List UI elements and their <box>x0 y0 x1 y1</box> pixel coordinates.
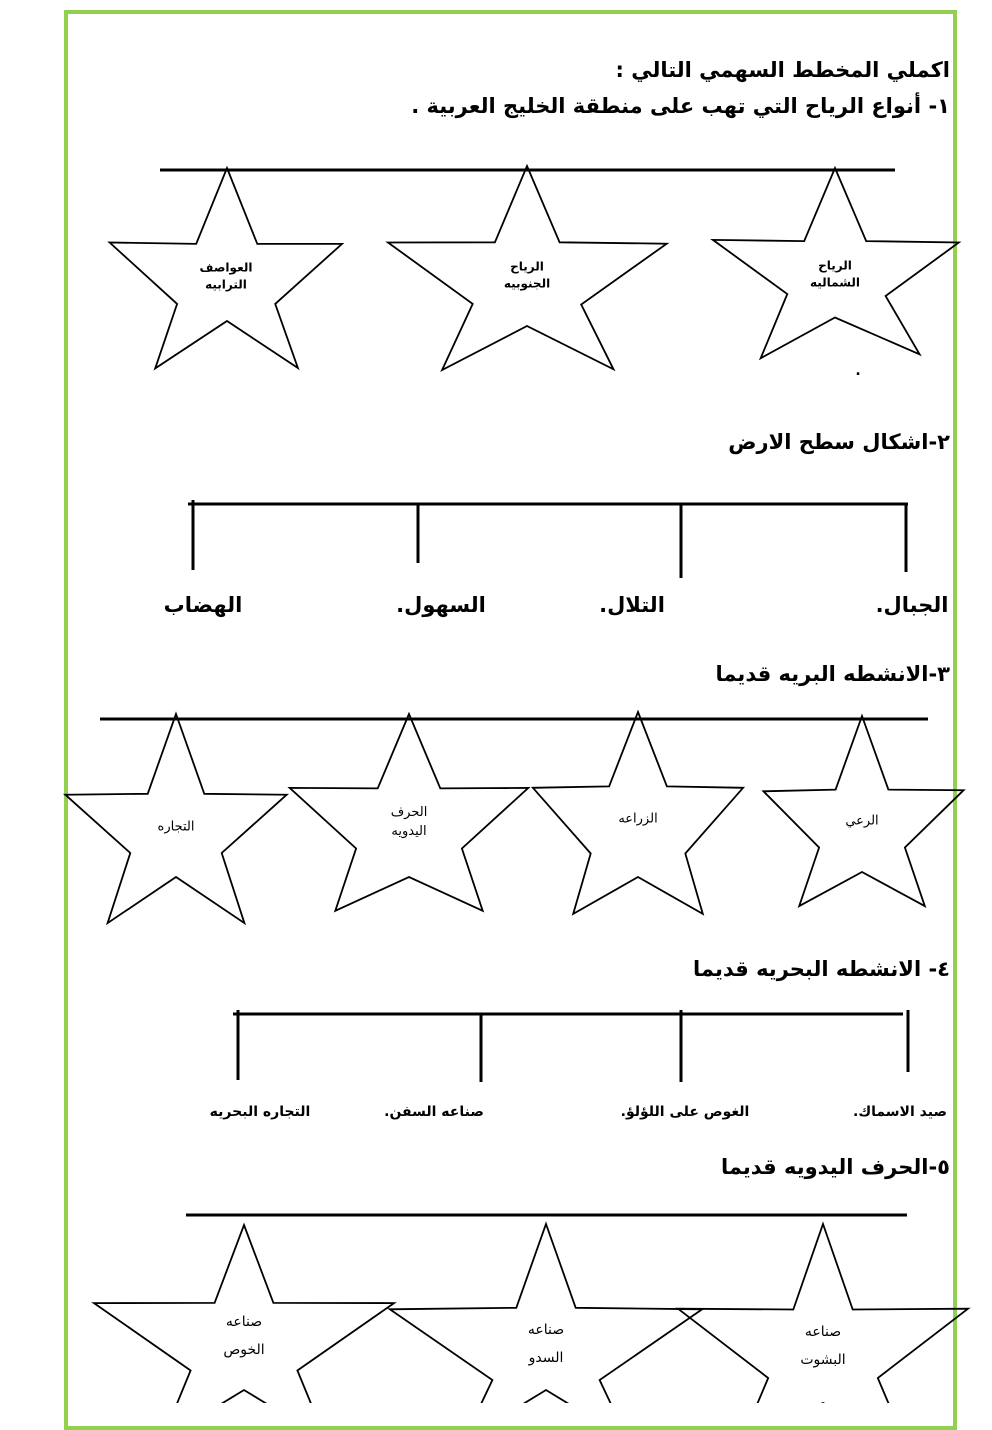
instruction-heading: اكملي المخطط السهمي التالي : <box>615 58 950 82</box>
s4-item-1: صيد الاسماك. <box>853 1104 947 1120</box>
s5-star-2 <box>390 1224 702 1403</box>
s5-star-1-label: صناعه البشوت <box>800 1324 846 1368</box>
s1-star-3-label: العواصف الترابيه <box>199 260 253 292</box>
s2-item-2: التلال. <box>599 593 665 617</box>
section-2-title: ٢-اشكال سطح الارض <box>728 430 950 454</box>
s1-star-2-label: الرياح الجنوبيه <box>503 259 551 291</box>
section-1-title: ١- أنواع الرياح التي تهب على منطقة الخليج العربية . <box>411 94 950 118</box>
s1-note-dot: . <box>855 363 861 379</box>
s3-star-2-label: الزراعه <box>618 811 658 827</box>
s3-star-1-label: الرعي <box>845 813 879 829</box>
s2-item-4: الهضاب <box>163 593 243 617</box>
s5-star-1 <box>678 1224 968 1403</box>
s1-star-1-label: الرياح الشماليه <box>809 258 861 290</box>
s4-item-4: التجاره البحريه <box>209 1104 311 1120</box>
s5-star-3-label: صناعه الخوص <box>223 1314 265 1358</box>
section-4-title: ٤- الانشطه البحريه قديما <box>693 957 950 981</box>
s2-item-3: السهول. <box>396 593 486 617</box>
section-5-title: ٥-الحرف اليدويه قديما <box>720 1155 950 1179</box>
s3-star-4-label: التجاره <box>157 819 195 835</box>
s4-item-2: الغوص على اللؤلؤ. <box>620 1104 750 1120</box>
s3-star-3-label: الحرف اليدويه <box>390 805 428 839</box>
s3-star-1 <box>764 716 964 906</box>
s2-item-1: الجبال. <box>875 593 949 617</box>
s4-item-3: صناعه السفن. <box>384 1104 484 1120</box>
s5-star-2-label: صناعه السدو <box>527 1322 565 1366</box>
section-3-title: ٣-الانشطه البريه قديما <box>715 662 950 686</box>
